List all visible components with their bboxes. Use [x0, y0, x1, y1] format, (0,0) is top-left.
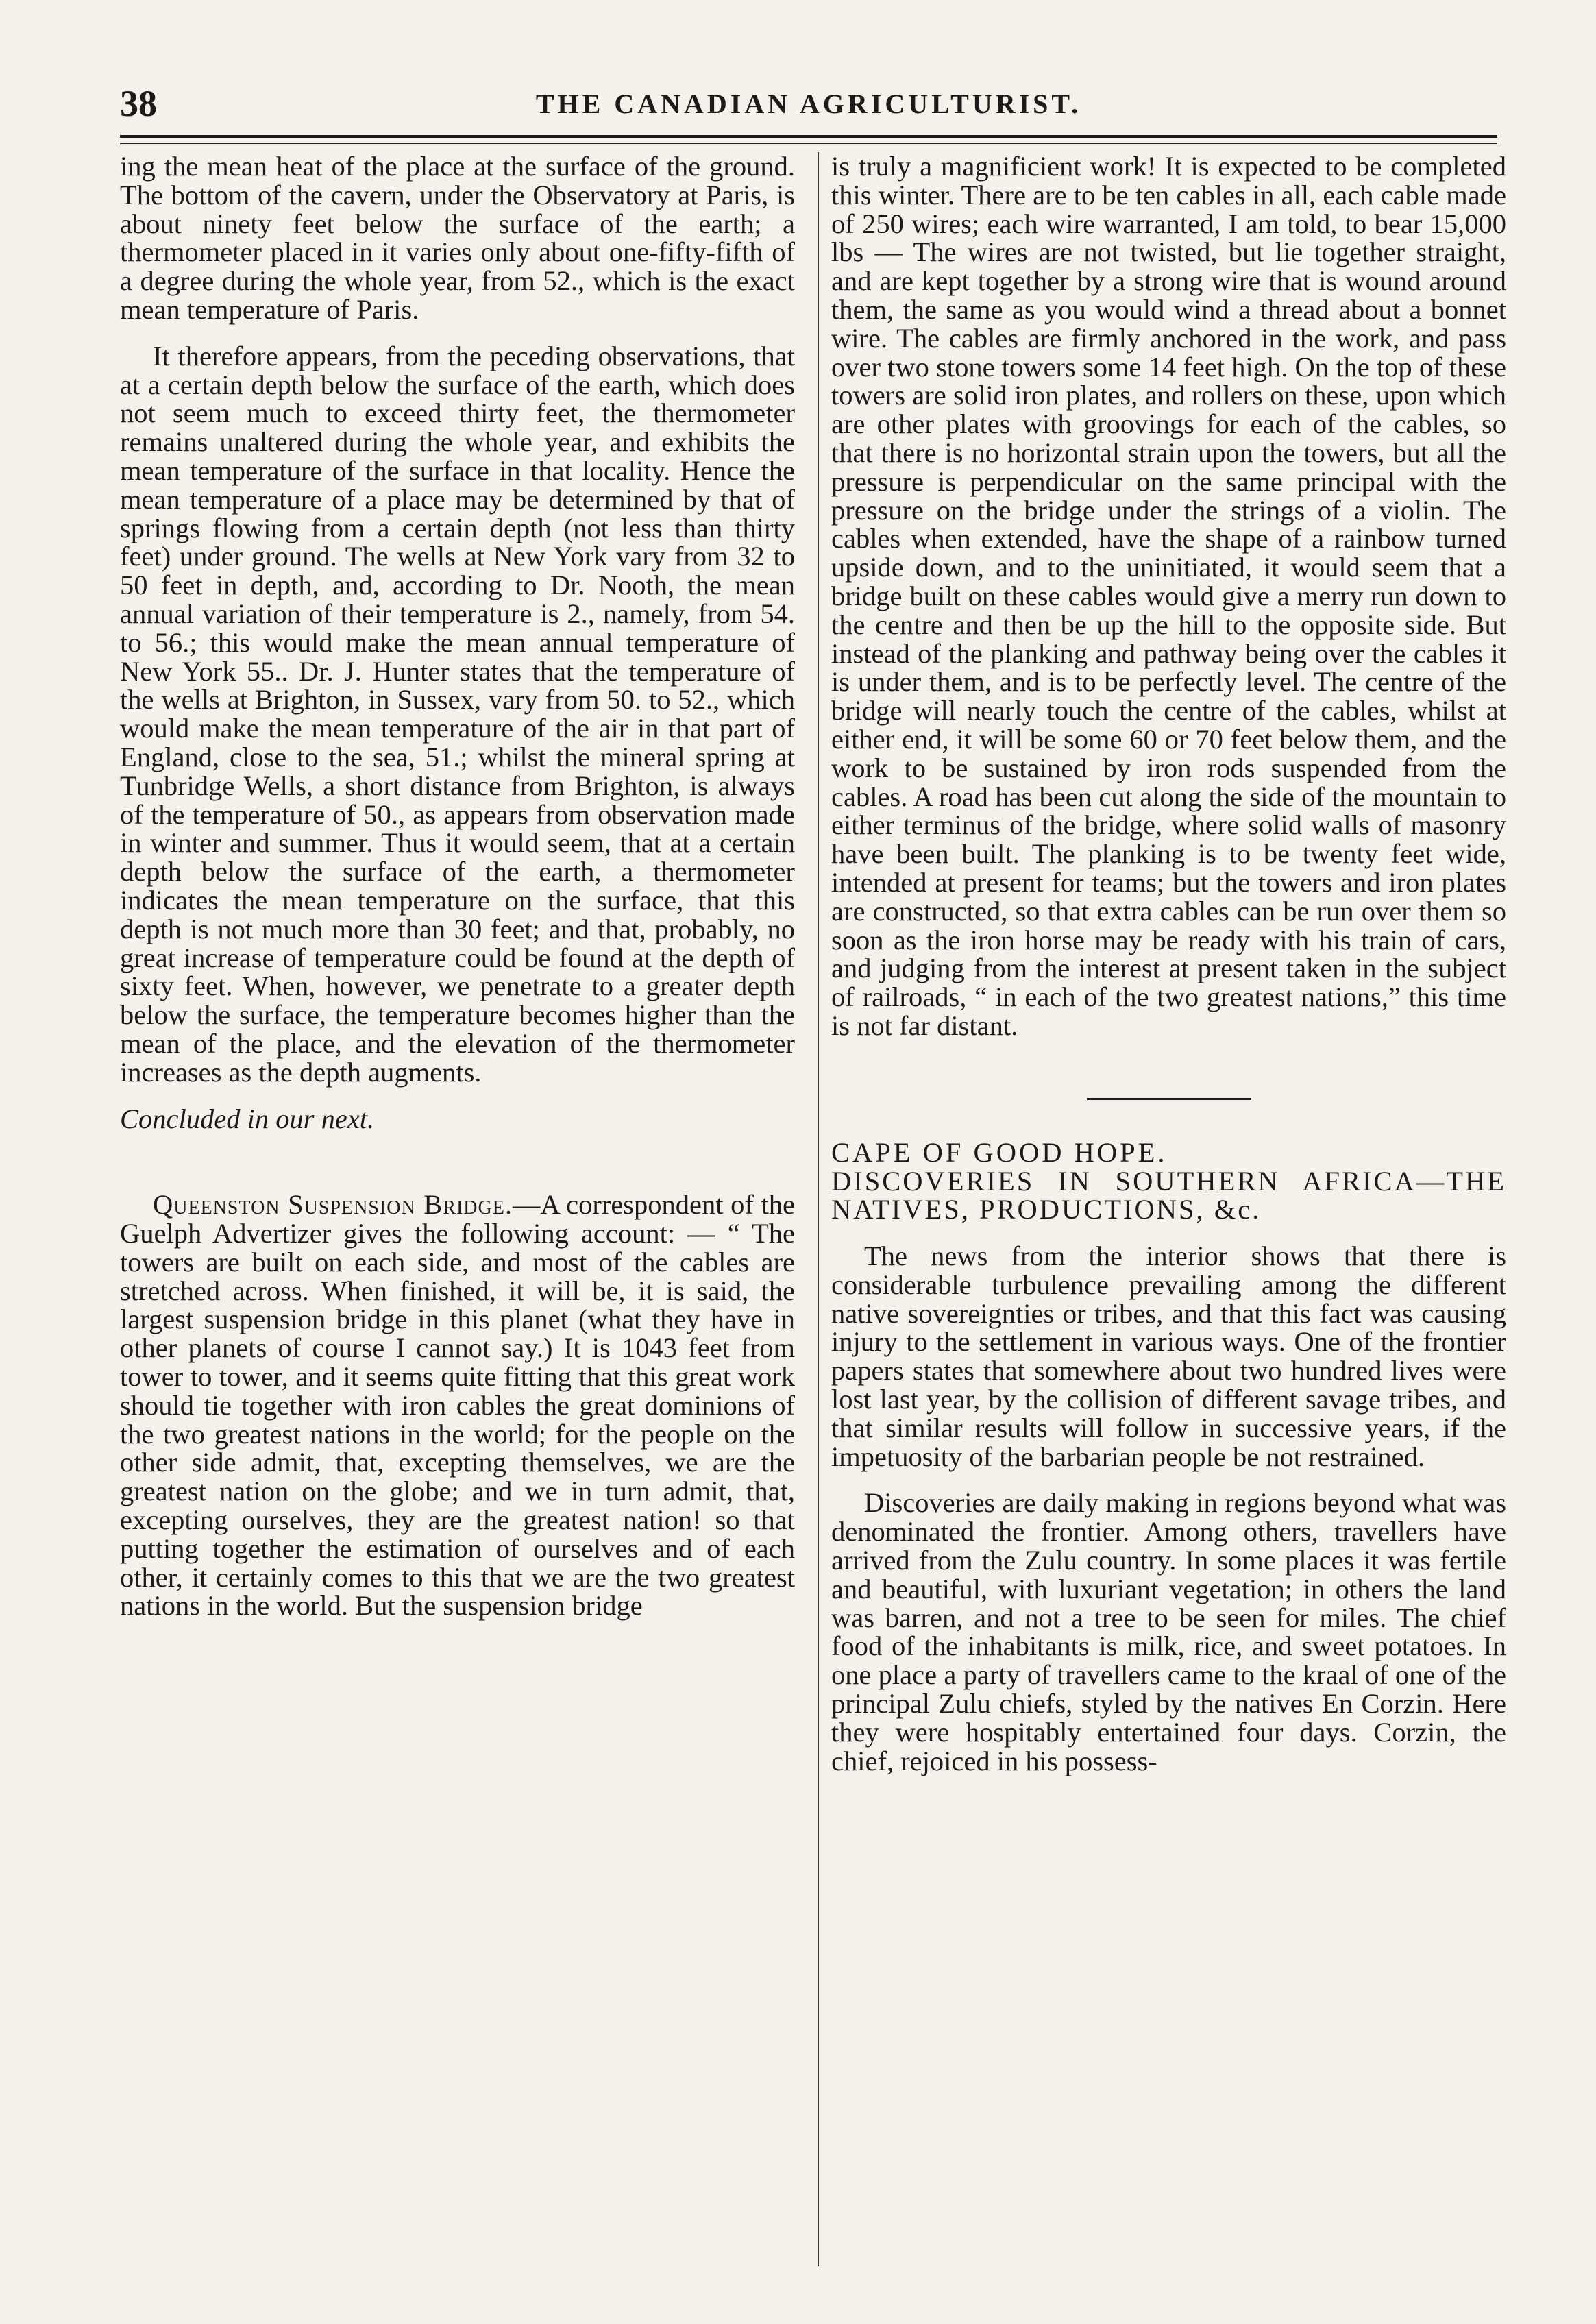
paragraph-continued: ing the mean heat of the place at the surface of the ground. The bottom of the cavern, under the Observatory at Paris, is about ninety feet below the surface of the earth; a thermometer placed in it varies only about one-fifty-fifth of a degree during the whole year, from 52., which is the exact mean temperature of Paris. [120, 151, 795, 325]
page-number: 38 [120, 83, 157, 124]
article-suspension-bridge-title: Queenston Suspension Bridge. [153, 1189, 513, 1221]
concluded-note: Concluded in our next. [120, 1103, 375, 1134]
left-column [120, 152, 795, 1620]
paragraph-discoveries: Discoveries are daily making in regions beyond what was denominated the frontier. Among others, travellers have arrived from the Zulu country. In some places it was fertile and beautiful, with luxuriant vegetation; in others the land was barren, and not a tree to be seen for miles. The chief food of the inhabitants is milk, rice, and sweet potatoes. In one place a party of travellers came to the kraal of one of the principal Zulu chiefs, styled by the natives En Corzin. Here they were hospitably entertained four days. Corzin, the chief, rejoiced in his possess- [831, 1487, 1506, 1776]
column-divider [818, 152, 819, 2266]
paragraph-mean-temperature: It therefore appears, from the peceding observations, that at a certain depth below the surface of the earth, which does not seem much to exceed thirty feet, the thermometer remains unaltered during the whole year, and exhibits the mean temperature of the surface in that locality. Hence the mean temperature of a place may be determined by that of springs flowing from a certain depth (not less than thirty feet) under ground. The wells at New York vary from 32 to 50 feet in depth, and, according to Dr. Nooth, the mean annual variation of their temperature is 2., namely, from 54. to 56.; this would make the mean annual temperature of New York 55.. Dr. J. Hunter states that the temperature of the wells at Brighton, in Sussex, vary from 50. to 52., which would make the mean temperature of the air in that part of England, close to the sea, 51.; whilst the mineral spring at Tunbridge Wells, a short distance from Brighton, is always of the temperature of 50., as appears from observation made in winter and summer. Thus it would seem, that at a certain depth below the surface of the earth, a thermometer indicates the mean temperature on the surface, that this depth is not much more than 30 feet; and that, probably, no great increase of temperature could be found at the depth of sixty feet. When, however, we penetrate to a greater depth below the surface, the temperature becomes higher than the mean of the place, and the elevation of the thermometer increases as the depth augments. [120, 340, 795, 1088]
header-rule-thin [120, 143, 1497, 144]
paragraph-bridge-continued: is truly a magnificient work! It is expected to be completed this winter. There are to be ten cables in all, each cable made of 250 wires; each wire warranted, I am told, to bear 15,000 lbs — The wires are not twisted, but lie together straight, and are kept together by a strong wire that is wound around them, the same as you would wind a thread about a bonnet wire. The cables are firmly anchored in the work, and pass over two stone towers some 14 feet high. On the top of these towers are solid iron plates, and rollers on these, upon which are other plates with groovings for each of the cables, so that there is no horizontal strain upon the towers, but all the pressure is perpendicular on the same principal with the pressure on the bridge under the strings of a violin. The cables when extended, have the shape of a rainbow turned upside down, and to the uninitiated, it would seem that a bridge built on these cables would give a merry run down to the centre and then be up the hill to the opposite side. But instead of the planking and pathway being over the cables it is under them, and is to be perfectly level. The centre of the bridge will nearly touch the centre of the cables, whilst at either end, it will be some 60 or 70 feet below them, and the work to be sustained by iron rods suspended from the cables. A road has been cut along the side of the mountain to either terminus of the bridge, where solid walls of masonry have been built. The planking is to be twenty feet wide, intended at present for teams; but the towers and iron plates are constructed, so that extra cables can be run over them so soon as the iron horse may be ready with his train of cars, and judging from the interest at present taken in the subject of railroads, “ in each of the two greatest nations,” this time is not far distant. [831, 151, 1506, 1041]
article-suspension-bridge [120, 1190, 795, 1620]
page-header [120, 82, 1497, 130]
section-subtitle: DISCOVERIES IN SOUTHERN AFRICA—THE NATIVES, PRODUCTIONS, &c. [831, 1165, 1506, 1225]
paragraph-news-interior: The news from the interior shows that there is considerable turbulence prevailing among the different native sovereignties or tribes, and that this fact was causing injury to the settlement in various ways. One of the frontier papers states that somewhere about two hundred lives were lost last year, by the collision of different savage tribes, and that similar results will follow in successive years, if the impetuosity of the barbarian people be not restrained. [831, 1240, 1506, 1472]
header-rule-thick [120, 135, 1497, 138]
running-title: THE CANADIAN AGRICULTURIST. [535, 88, 1082, 119]
right-column [831, 152, 1506, 1775]
section-title: CAPE OF GOOD HOPE. [831, 1136, 1168, 1168]
article-suspension-bridge-text: —A correspondent of the Guelph Advertizer gives the following account: — “ The towers are built on each side, and most of the cables are stretched across. When finished, it will be, it is said, the largest suspension bridge in this planet (what they have in other planets of course I cannot say.) It is 1043 feet from tower to tower, and it seems quite fitting that this great work should tie together with iron cables the great dominions of the two greatest nations in the world; for the people on the other side admit, that, excepting themselves, we are the greatest nation on the globe; and we in turn admit, that, excepting ourselves, they are the greatest nation! so that putting together the estimation of ourselves and of each other, it certainly comes to this that we are the two greatest nations in the world. But the suspension bridge [120, 1189, 795, 1622]
